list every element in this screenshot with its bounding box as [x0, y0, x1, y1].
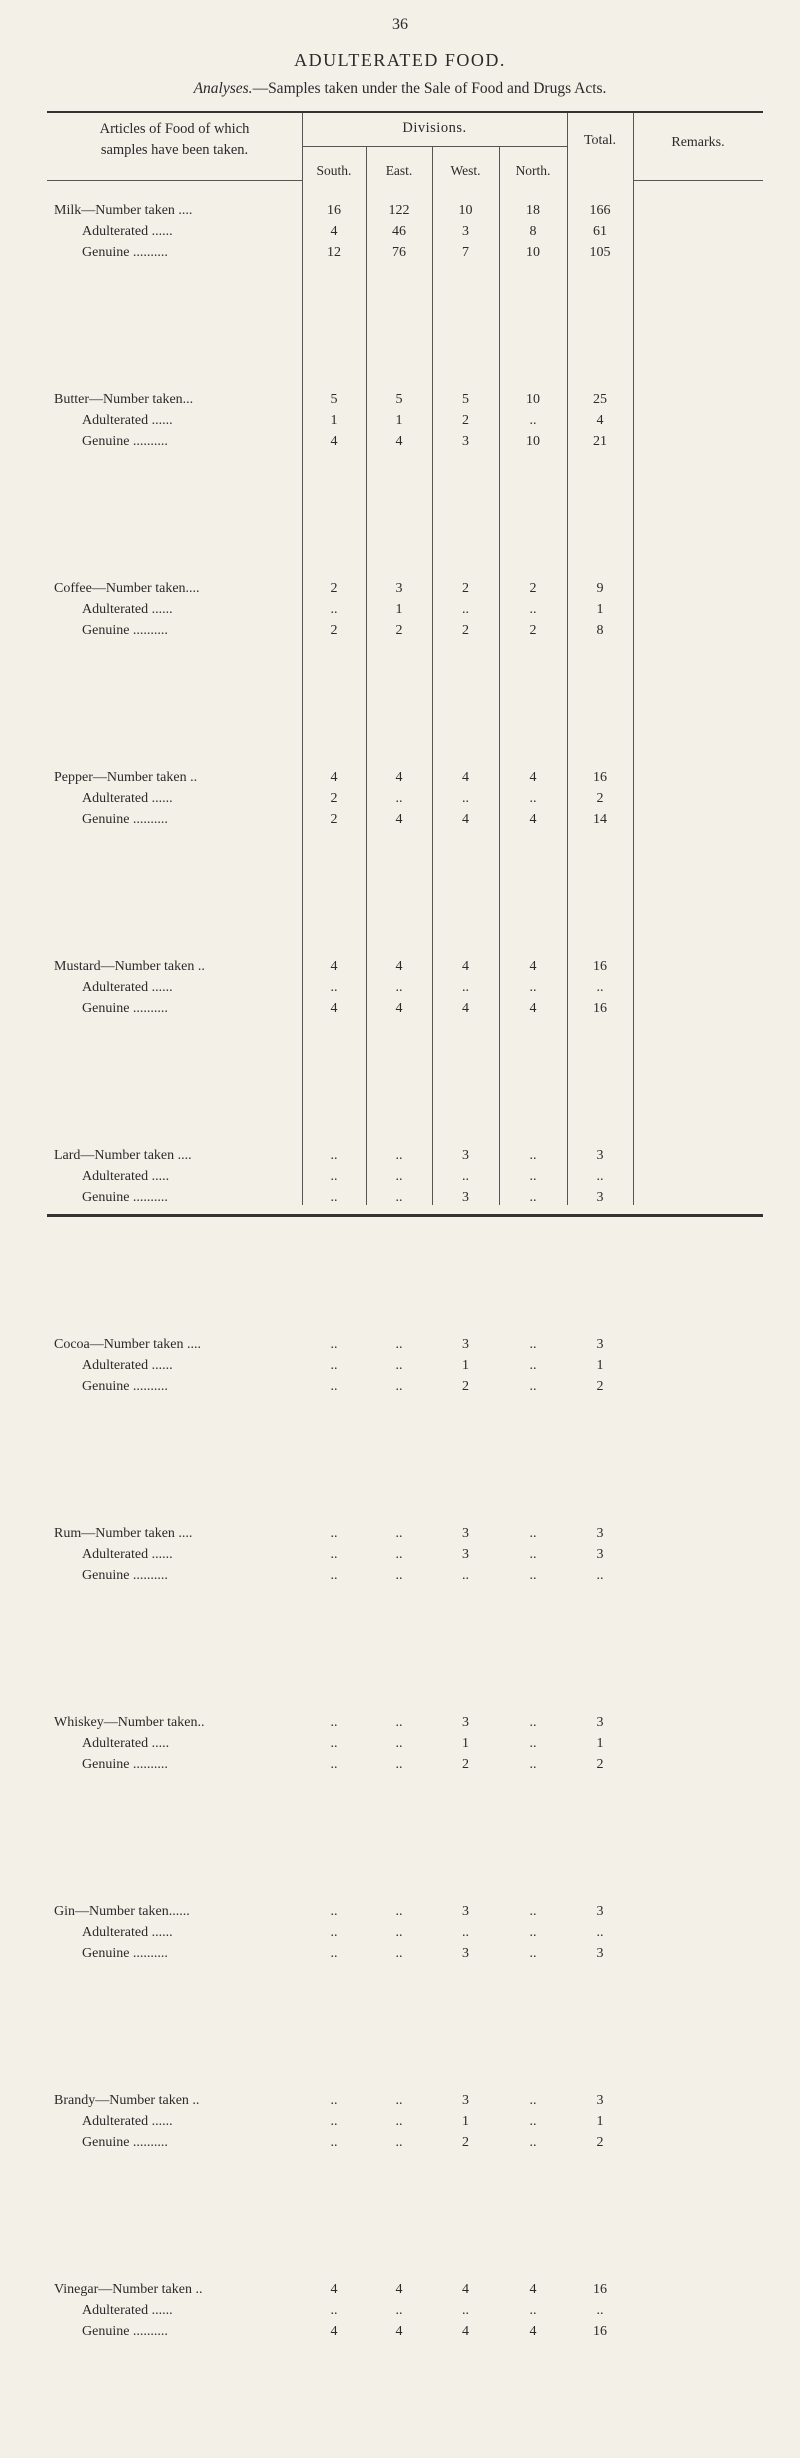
- south-cell: 2: [330, 790, 338, 806]
- row-label: Adulterated ......: [82, 790, 173, 806]
- table-row: [47, 1922, 763, 1943]
- west-cell: ..: [462, 790, 469, 806]
- row-label: Adulterated ......: [82, 1924, 173, 1940]
- south-cell: ..: [330, 1714, 338, 1730]
- table-row: [47, 977, 763, 998]
- row-label: Genuine ..........: [82, 1756, 168, 1772]
- west-cell: 2: [462, 412, 469, 428]
- row-label: Butter—Number taken...: [54, 391, 194, 407]
- south-cell: 4: [330, 769, 338, 785]
- total-cell: 3: [596, 1546, 604, 1562]
- south-cell: ..: [330, 2302, 338, 2318]
- west-cell: ..: [462, 1567, 469, 1583]
- total-cell: 1: [596, 1735, 604, 1751]
- table-row: [47, 2111, 763, 2132]
- total-cell: 3: [596, 1147, 604, 1163]
- south-cell: 5: [330, 391, 338, 407]
- north-cell: ..: [529, 1756, 537, 1772]
- west-cell: ..: [462, 1924, 469, 1940]
- west-cell: 3: [462, 1336, 469, 1352]
- east-cell: 4: [395, 433, 403, 449]
- south-cell: 1: [330, 412, 338, 428]
- total-cell: 166: [589, 202, 611, 218]
- east-cell: ..: [395, 1546, 403, 1562]
- north-cell: ..: [529, 1714, 537, 1730]
- south-cell: 4: [330, 1000, 338, 1016]
- table-row: [47, 599, 763, 620]
- north-cell: 4: [529, 2281, 537, 2297]
- table-row: [47, 1565, 763, 1586]
- west-header: West.: [450, 163, 481, 178]
- table-row: [47, 578, 763, 599]
- total-header: Total.: [583, 133, 617, 148]
- total-cell: 14: [593, 811, 607, 827]
- row-label: Adulterated ......: [82, 1357, 173, 1373]
- south-cell: ..: [330, 1357, 338, 1373]
- table-row: [47, 1901, 763, 1922]
- table-row: [47, 2300, 763, 2321]
- west-cell: 5: [462, 391, 469, 407]
- west-cell: 7: [462, 244, 469, 260]
- articles-header-line2: samples have been taken.: [100, 142, 249, 158]
- food-group: [47, 2279, 763, 2458]
- divisions-header: Divisions.: [402, 120, 467, 136]
- north-cell: ..: [529, 979, 537, 995]
- south-cell: ..: [330, 1756, 338, 1772]
- north-cell: ..: [529, 1945, 537, 1961]
- table-row: [47, 200, 763, 221]
- west-cell: 4: [462, 958, 469, 974]
- table-row: [47, 1523, 763, 1544]
- total-cell: 8: [596, 622, 604, 638]
- north-cell: 2: [529, 622, 537, 638]
- south-cell: ..: [330, 1378, 338, 1394]
- east-cell: ..: [395, 1903, 403, 1919]
- east-cell: ..: [395, 1357, 403, 1373]
- north-cell: 18: [526, 202, 540, 218]
- north-cell: 10: [526, 391, 540, 407]
- table-row: [47, 2090, 763, 2111]
- south-cell: ..: [330, 2134, 338, 2150]
- west-cell: 2: [462, 1756, 469, 1772]
- table-row: [47, 1943, 763, 1964]
- south-header: South.: [316, 163, 352, 178]
- north-cell: ..: [529, 1189, 537, 1205]
- south-cell: 4: [330, 958, 338, 974]
- table-row: [47, 998, 763, 1019]
- south-cell: 4: [330, 433, 338, 449]
- west-cell: 3: [462, 1189, 469, 1205]
- table-body: [47, 200, 763, 2458]
- articles-header-line1: Articles of Food of which: [99, 121, 250, 137]
- west-cell: 4: [462, 1000, 469, 1016]
- south-cell: 2: [330, 580, 338, 596]
- row-label: Coffee—Number taken....: [54, 580, 200, 596]
- food-group: [47, 767, 763, 956]
- total-cell: 16: [593, 2281, 607, 2297]
- north-cell: ..: [529, 412, 537, 428]
- south-cell: ..: [330, 601, 338, 617]
- east-cell: 4: [395, 2323, 403, 2339]
- row-label: Adulterated ......: [82, 2113, 173, 2129]
- west-cell: 2: [462, 622, 469, 638]
- row-label: Brandy—Number taken ..: [54, 2092, 200, 2108]
- row-label: Milk—Number taken ....: [54, 202, 193, 218]
- north-cell: 4: [529, 958, 537, 974]
- east-cell: ..: [395, 1945, 403, 1961]
- table-row: [47, 2132, 763, 2153]
- table-row: [47, 221, 763, 242]
- south-cell: ..: [330, 1525, 338, 1541]
- row-label: Adulterated ......: [82, 979, 173, 995]
- south-cell: ..: [330, 979, 338, 995]
- total-cell: 16: [593, 769, 607, 785]
- east-cell: ..: [395, 1714, 403, 1730]
- north-cell: ..: [529, 1924, 537, 1940]
- articles-header: [47, 119, 302, 161]
- east-cell: 122: [388, 202, 410, 218]
- north-cell: ..: [529, 2092, 537, 2108]
- row-label: Adulterated ......: [82, 1546, 173, 1562]
- south-cell: ..: [330, 2113, 338, 2129]
- south-cell: ..: [330, 1189, 338, 1205]
- total-cell: 1: [596, 1357, 604, 1373]
- west-cell: 3: [462, 1903, 469, 1919]
- west-cell: 3: [462, 1546, 469, 1562]
- row-label: Genuine ..........: [82, 1567, 168, 1583]
- south-cell: 2: [330, 622, 338, 638]
- header-rule: [47, 180, 302, 181]
- row-label: Whiskey—Number taken..: [54, 1714, 205, 1730]
- west-cell: 2: [462, 580, 469, 596]
- total-cell: 3: [596, 1903, 604, 1919]
- total-cell: 3: [596, 1945, 604, 1961]
- table-row: [47, 788, 763, 809]
- south-cell: 12: [327, 244, 341, 260]
- total-cell: 1: [596, 2113, 604, 2129]
- east-cell: 76: [392, 244, 406, 260]
- east-cell: 1: [395, 601, 403, 617]
- table-row: [47, 809, 763, 830]
- analyses-table: [47, 111, 763, 2339]
- east-cell: ..: [395, 1168, 403, 1184]
- page-number: 36: [392, 16, 408, 33]
- south-cell: 16: [327, 202, 341, 218]
- west-cell: 2: [462, 1378, 469, 1394]
- row-label: Adulterated ......: [82, 2302, 173, 2318]
- remarks-header: Remarks.: [671, 135, 725, 150]
- row-label: Mustard—Number taken ..: [54, 958, 205, 974]
- east-cell: 3: [395, 580, 403, 596]
- east-cell: 46: [392, 223, 406, 239]
- total-cell: 16: [593, 958, 607, 974]
- east-cell: 4: [395, 811, 403, 827]
- table-row: [47, 956, 763, 977]
- table-row: [47, 242, 763, 263]
- east-cell: 4: [395, 1000, 403, 1016]
- south-cell: ..: [330, 2092, 338, 2108]
- subtitle-rest: —Samples taken under the Sale of Food and Drugs Acts.: [252, 80, 607, 97]
- east-cell: ..: [395, 1378, 403, 1394]
- west-cell: 3: [462, 1714, 469, 1730]
- total-cell: 3: [596, 1525, 604, 1541]
- south-cell: ..: [330, 1336, 338, 1352]
- north-cell: ..: [529, 601, 537, 617]
- west-cell: ..: [462, 2302, 469, 2318]
- north-cell: 4: [529, 769, 537, 785]
- east-cell: ..: [395, 979, 403, 995]
- total-cell: 3: [596, 1714, 604, 1730]
- west-cell: 1: [462, 1357, 469, 1373]
- row-label: Cocoa—Number taken ....: [54, 1336, 201, 1352]
- north-cell: ..: [529, 1525, 537, 1541]
- total-cell: 21: [593, 433, 607, 449]
- east-cell: ..: [395, 1189, 403, 1205]
- east-cell: 4: [395, 958, 403, 974]
- table-row: [47, 1145, 763, 1166]
- total-cell: 2: [596, 2134, 604, 2150]
- south-cell: ..: [330, 1567, 338, 1583]
- table-row: [47, 1355, 763, 1376]
- south-cell: 4: [330, 2281, 338, 2297]
- west-cell: 10: [458, 202, 473, 218]
- east-cell: ..: [395, 1567, 403, 1583]
- north-cell: ..: [529, 1378, 537, 1394]
- table-row: [47, 1166, 763, 1187]
- total-cell: 61: [593, 223, 607, 239]
- total-cell: 2: [596, 1756, 604, 1772]
- row-label: Genuine ..........: [82, 811, 168, 827]
- north-cell: ..: [529, 1546, 537, 1562]
- table-row: [47, 620, 763, 641]
- total-cell: ..: [596, 1567, 604, 1583]
- east-cell: 4: [395, 2281, 403, 2297]
- west-cell: 3: [462, 2092, 469, 2108]
- north-header: North.: [515, 163, 551, 178]
- row-label: Adulterated .....: [82, 1735, 170, 1751]
- north-cell: ..: [529, 1168, 537, 1184]
- food-group: [47, 1901, 763, 2090]
- south-cell: ..: [330, 1546, 338, 1562]
- row-label: Gin—Number taken......: [54, 1903, 190, 1919]
- table-row: [47, 2279, 763, 2300]
- north-cell: 8: [529, 223, 537, 239]
- page-title: ADULTERATED FOOD.: [294, 50, 506, 70]
- north-cell: ..: [529, 1147, 537, 1163]
- row-label: Adulterated ......: [82, 223, 173, 239]
- subtitle-italic: Analyses.: [193, 80, 253, 97]
- table-row: [47, 1544, 763, 1565]
- east-cell: ..: [395, 2134, 403, 2150]
- west-cell: 3: [462, 1147, 469, 1163]
- north-cell: ..: [529, 1336, 537, 1352]
- divisions-rule: [302, 146, 567, 147]
- table-row: [47, 1334, 763, 1355]
- table-row: [47, 431, 763, 452]
- south-cell: ..: [330, 1168, 338, 1184]
- food-group: [47, 2090, 763, 2279]
- north-cell: ..: [529, 2113, 537, 2129]
- south-cell: 4: [330, 2323, 338, 2339]
- total-cell: ..: [596, 1168, 604, 1184]
- east-cell: 5: [395, 391, 403, 407]
- east-cell: ..: [395, 2113, 403, 2129]
- food-group: [47, 1334, 763, 1523]
- table-row: [47, 1712, 763, 1733]
- east-cell: ..: [395, 1756, 403, 1772]
- total-cell: 3: [596, 1336, 604, 1352]
- east-cell: ..: [395, 2092, 403, 2108]
- total-cell: 16: [593, 1000, 607, 1016]
- east-cell: 1: [395, 412, 403, 428]
- row-label: Rum—Number taken ....: [54, 1525, 193, 1541]
- west-cell: 4: [462, 2281, 469, 2297]
- west-cell: 2: [462, 2134, 469, 2150]
- food-group: [47, 956, 763, 1145]
- south-cell: ..: [330, 1924, 338, 1940]
- row-label: Pepper—Number taken ..: [54, 769, 198, 785]
- north-cell: 2: [529, 580, 537, 596]
- north-cell: ..: [529, 1735, 537, 1751]
- north-cell: ..: [529, 790, 537, 806]
- row-label: Genuine ..........: [82, 433, 168, 449]
- total-cell: 1: [596, 601, 604, 617]
- row-label: Genuine ..........: [82, 244, 168, 260]
- total-cell: 2: [596, 790, 604, 806]
- east-cell: ..: [395, 2302, 403, 2318]
- north-cell: 4: [529, 1000, 537, 1016]
- page-subtitle: [0, 80, 800, 98]
- north-cell: 4: [529, 2323, 537, 2339]
- table-row: [47, 1376, 763, 1397]
- south-cell: ..: [330, 1903, 338, 1919]
- east-cell: ..: [395, 1336, 403, 1352]
- row-label: Genuine ..........: [82, 1000, 168, 1016]
- table-row: [47, 767, 763, 788]
- west-cell: 4: [462, 769, 469, 785]
- total-cell: 25: [593, 391, 607, 407]
- header-rule: [633, 180, 763, 181]
- food-group: [47, 578, 763, 767]
- row-label: Genuine ..........: [82, 622, 168, 638]
- north-cell: 10: [526, 433, 540, 449]
- food-group: [47, 1145, 763, 1334]
- table-row: [47, 2321, 763, 2342]
- row-label: Genuine ..........: [82, 2134, 168, 2150]
- row-label: Adulterated ......: [82, 601, 173, 617]
- total-cell: 4: [596, 412, 604, 428]
- row-label: Adulterated .....: [82, 1168, 170, 1184]
- total-cell: 105: [589, 244, 611, 260]
- table-row: [47, 410, 763, 431]
- table-row: [47, 1754, 763, 1775]
- west-cell: 3: [462, 433, 469, 449]
- east-cell: ..: [395, 1924, 403, 1940]
- west-cell: 3: [462, 1525, 469, 1541]
- east-cell: 4: [395, 769, 403, 785]
- row-label: Adulterated ......: [82, 412, 173, 428]
- west-cell: 4: [462, 2323, 469, 2339]
- total-cell: 3: [596, 1189, 604, 1205]
- north-cell: ..: [529, 2302, 537, 2318]
- table-row: [47, 1733, 763, 1754]
- food-group: [47, 1712, 763, 1901]
- food-group: [47, 200, 763, 389]
- south-cell: ..: [330, 1945, 338, 1961]
- north-cell: 4: [529, 811, 537, 827]
- west-cell: 1: [462, 1735, 469, 1751]
- west-cell: 3: [462, 223, 469, 239]
- food-group: [47, 1523, 763, 1712]
- total-cell: ..: [596, 979, 604, 995]
- south-cell: ..: [330, 1735, 338, 1751]
- east-header: East.: [385, 163, 413, 178]
- east-cell: ..: [395, 1735, 403, 1751]
- east-cell: ..: [395, 1147, 403, 1163]
- row-label: Genuine ..........: [82, 1945, 168, 1961]
- table-row: [47, 1187, 763, 1208]
- south-cell: 2: [330, 811, 338, 827]
- south-cell: 4: [330, 223, 338, 239]
- west-cell: ..: [462, 979, 469, 995]
- north-cell: ..: [529, 2134, 537, 2150]
- total-cell: 9: [596, 580, 604, 596]
- north-cell: ..: [529, 1567, 537, 1583]
- row-label: Genuine ..........: [82, 1189, 168, 1205]
- east-cell: 2: [395, 622, 403, 638]
- row-label: Genuine ..........: [82, 2323, 168, 2339]
- east-cell: ..: [395, 1525, 403, 1541]
- total-cell: 2: [596, 1378, 604, 1394]
- west-cell: ..: [462, 601, 469, 617]
- row-label: Genuine ..........: [82, 1378, 168, 1394]
- row-label: Vinegar—Number taken ..: [54, 2281, 203, 2297]
- food-group: [47, 389, 763, 578]
- total-cell: ..: [596, 2302, 604, 2318]
- south-cell: ..: [330, 1147, 338, 1163]
- west-cell: 3: [462, 1945, 469, 1961]
- east-cell: ..: [395, 790, 403, 806]
- total-cell: 16: [593, 2323, 607, 2339]
- north-cell: ..: [529, 1357, 537, 1373]
- total-cell: 3: [596, 2092, 604, 2108]
- west-cell: ..: [462, 1168, 469, 1184]
- row-label: Lard—Number taken ....: [54, 1147, 192, 1163]
- total-cell: ..: [596, 1924, 604, 1940]
- north-cell: ..: [529, 1903, 537, 1919]
- west-cell: 4: [462, 811, 469, 827]
- table-top-rule: [47, 111, 763, 113]
- table-row: [47, 389, 763, 410]
- north-cell: 10: [526, 244, 540, 260]
- west-cell: 1: [462, 2113, 469, 2129]
